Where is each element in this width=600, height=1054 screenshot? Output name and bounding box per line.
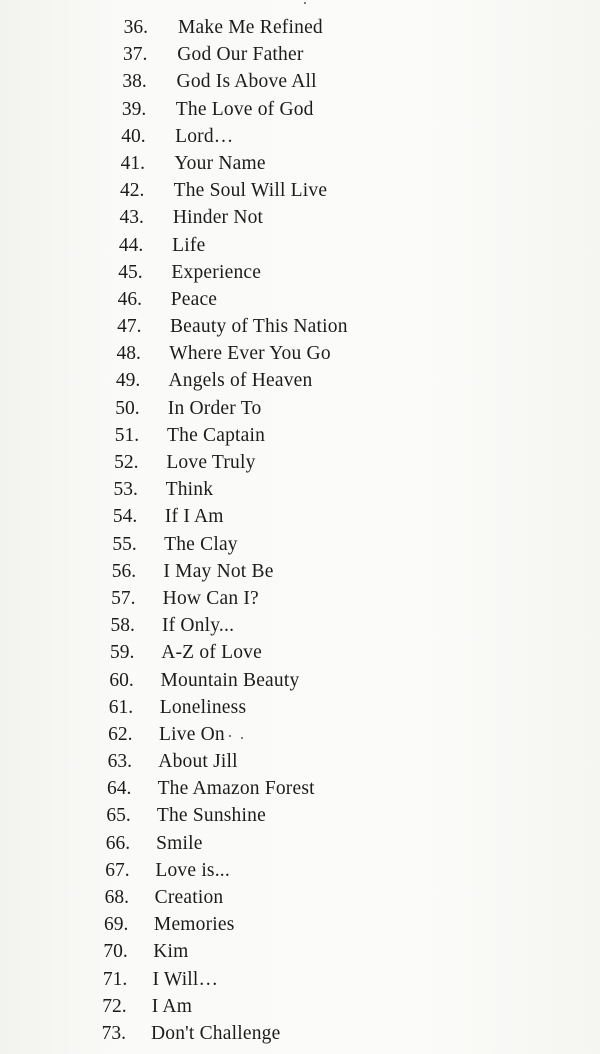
entry-number: 46. [117, 288, 143, 310]
entry-number: 52. [114, 452, 139, 473]
entry-title: Peace [170, 288, 218, 310]
entry-number: 49. [115, 370, 141, 392]
print-speck [241, 737, 243, 739]
toc-entry [0, 585, 600, 612]
entry-number: 38. [122, 71, 147, 93]
toc-entry [0, 259, 600, 286]
toc-entry [0, 41, 600, 68]
entry-title: I Am [151, 995, 193, 1017]
entry-number: 54. [112, 506, 138, 528]
entry-title: Love Truly [166, 452, 256, 473]
toc-entry [0, 503, 600, 530]
toc-entry [0, 911, 600, 938]
entry-number: 42. [120, 180, 145, 202]
toc-entry [0, 96, 600, 123]
toc-entry [0, 857, 600, 884]
entry-title: How Can I? [162, 587, 259, 609]
entry-number: 48. [116, 343, 141, 365]
table-of-contents [0, 14, 600, 1047]
entry-title: If I Am [164, 506, 224, 528]
toc-entry [0, 966, 600, 993]
entry-number: 70. [103, 941, 128, 963]
entry-title: A-Z of Love [161, 642, 262, 664]
entry-number: 45. [118, 261, 143, 283]
entry-title: The Captain [167, 424, 266, 446]
entry-number: 56. [111, 560, 137, 582]
toc-entry [0, 123, 600, 150]
entry-number: 67. [105, 859, 130, 881]
entry-title: Smile [156, 832, 203, 854]
toc-entry [0, 14, 600, 41]
entry-number: 50. [115, 397, 140, 419]
toc-entry [0, 938, 600, 965]
toc-entry [0, 476, 600, 503]
toc-entry [0, 68, 600, 95]
entry-title: Make Me Refined [178, 17, 323, 38]
entry-title: Hinder Not [172, 207, 264, 229]
entry-title: If Only... [161, 615, 235, 637]
entry-number: 47. [117, 316, 142, 338]
entry-title: Love is... [155, 859, 230, 881]
entry-title: Angels of Heaven [168, 370, 313, 392]
toc-entry [0, 830, 600, 857]
entry-title: Mountain Beauty [160, 669, 300, 691]
entry-title: Don't Challenge [151, 1022, 281, 1044]
toc-entry [0, 884, 600, 911]
entry-title: God Our Father [177, 44, 304, 66]
toc-entry [0, 721, 600, 748]
toc-entry [0, 694, 600, 721]
toc-entry [0, 449, 600, 476]
toc-entry [0, 367, 600, 394]
entry-title: About Jill [158, 751, 238, 773]
entry-number: 43. [119, 207, 144, 229]
entry-title: The Love of God [175, 98, 314, 120]
toc-entry [0, 748, 600, 775]
toc-entry [0, 150, 600, 177]
entry-title: Your Name [174, 152, 266, 174]
entry-title: Beauty of This Nation [169, 316, 348, 338]
entry-title: Lord… [175, 125, 234, 147]
entry-number: 68. [104, 887, 129, 908]
toc-entry [0, 802, 600, 829]
entry-title: The Clay [164, 533, 238, 555]
entry-number: 58. [110, 615, 135, 637]
entry-number: 61. [108, 696, 134, 718]
entry-title: Loneliness [159, 696, 247, 718]
entry-title: Live On [159, 723, 225, 745]
entry-number: 44. [118, 234, 144, 256]
entry-number: 55. [112, 533, 137, 555]
entry-title: Memories [153, 914, 235, 936]
entry-title: The Sunshine [156, 805, 266, 827]
entry-number: 37. [123, 44, 148, 66]
toc-entry [0, 612, 600, 639]
toc-entry [0, 531, 600, 558]
entry-title: I May Not Be [163, 560, 274, 582]
entry-title: God Is Above All [176, 71, 317, 93]
entry-title: Where Ever You Go [169, 343, 331, 365]
print-speck [304, 2, 306, 4]
entry-title: Life [172, 234, 206, 256]
entry-title: The Soul Will Live [173, 180, 328, 202]
toc-entry [0, 286, 600, 313]
entry-number: 53. [113, 479, 138, 501]
entry-title: I Will… [152, 968, 219, 990]
entry-number: 65. [106, 805, 131, 827]
toc-entry [0, 340, 600, 367]
toc-entry [0, 775, 600, 802]
entry-number: 40. [121, 125, 146, 147]
entry-number: 64. [106, 778, 132, 800]
entry-number: 71. [102, 968, 128, 990]
toc-entry [0, 993, 600, 1020]
entry-title: Think [165, 479, 214, 501]
entry-number: 51. [114, 424, 140, 446]
entry-number: 57. [111, 587, 136, 609]
entry-number: 39. [121, 98, 147, 120]
entry-number: 69. [104, 914, 129, 936]
entry-title: Experience [171, 261, 262, 283]
entry-number: 60. [109, 669, 134, 691]
toc-entry [0, 1020, 600, 1047]
toc-entry [0, 204, 600, 231]
toc-entry [0, 232, 600, 259]
entry-number: 63. [107, 751, 132, 773]
entry-title: In Order To [167, 397, 262, 419]
entry-number: 73. [101, 1022, 126, 1044]
entry-number: 66. [105, 832, 131, 854]
toc-entry [0, 177, 600, 204]
entry-number: 36. [123, 17, 148, 38]
toc-entry [0, 313, 600, 340]
entry-number: 41. [120, 152, 146, 174]
print-speck [229, 735, 231, 737]
toc-entry [0, 422, 600, 449]
toc-entry [0, 558, 600, 585]
entry-number: 59. [109, 642, 135, 664]
entry-title: The Amazon Forest [157, 778, 315, 800]
entry-title: Creation [154, 887, 224, 908]
toc-entry [0, 667, 600, 694]
toc-entry [0, 639, 600, 666]
entry-number: 62. [108, 723, 133, 745]
entry-number: 72. [102, 995, 127, 1017]
toc-entry [0, 395, 600, 422]
entry-title: Kim [153, 941, 189, 963]
